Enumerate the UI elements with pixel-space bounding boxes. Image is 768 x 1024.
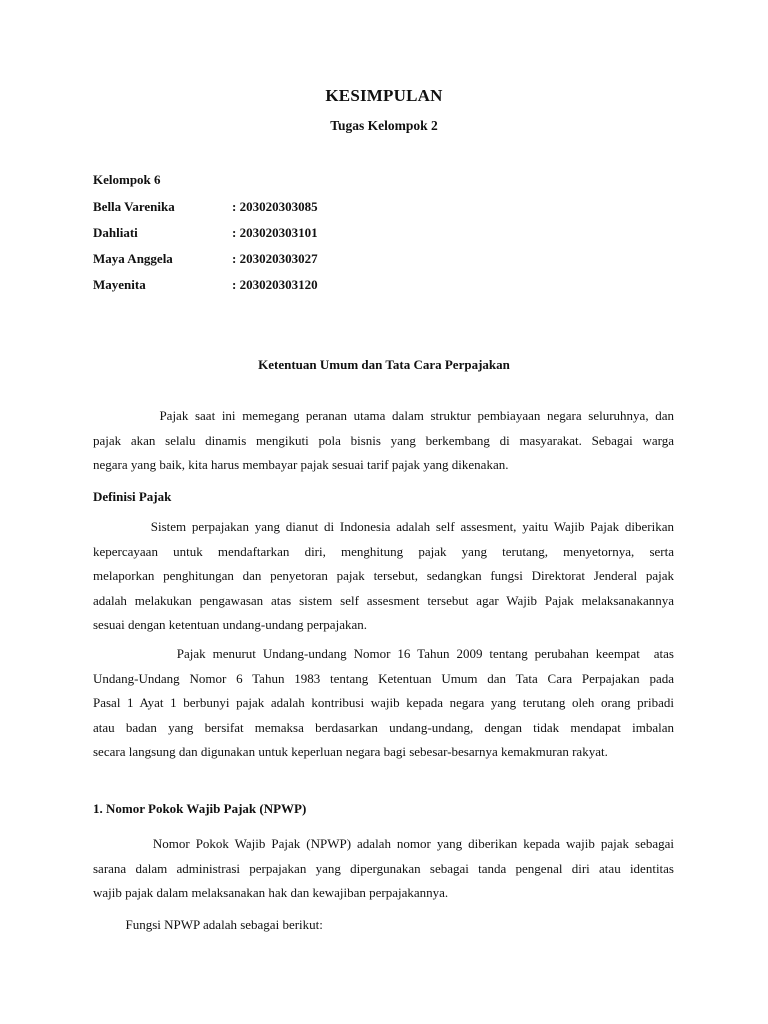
- section-heading: Ketentuan Umum dan Tata Cara Perpajakan: [258, 357, 510, 372]
- npwp-paragraph-1: [93, 832, 674, 906]
- member-name: Mayenita: [93, 277, 146, 292]
- paragraph-line: secara langsung dan digunakan untuk keperluan negara bagi sebesar-besarnya kemakmuran rakyat.: [93, 744, 608, 759]
- member-name: Dahliati: [93, 225, 138, 240]
- paragraph-line: Pajak menurut Undang-undang Nomor 16 Tahun 2009 tentang perubahan keempat atas: [93, 646, 674, 661]
- member-row: [93, 225, 493, 243]
- definisi-heading: Definisi Pajak: [93, 489, 172, 504]
- paragraph-line: kepercayaan untuk mendaftarkan diri, menghitung pajak yang terutang, menyetornya, serta: [93, 543, 674, 559]
- npwp-heading: 1. Nomor Pokok Wajib Pajak (NPWP): [93, 801, 307, 816]
- member-id: : 203020303085: [232, 199, 318, 214]
- member-name: Bella Varenika: [93, 199, 175, 214]
- paragraph-line: Pajak saat ini memegang peranan utama dalam struktur pembiayaan negara seluruhnya, dan: [93, 408, 674, 423]
- paragraph-line: sarana dalam administrasi perpajakan yang dipergunakan sebagai tanda pengenal diri atau identitas: [93, 860, 674, 876]
- member-id: : 203020303101: [232, 225, 318, 240]
- definisi-paragraph-2: [93, 642, 674, 765]
- paragraph-line: Undang-Undang Nomor 6 Tahun 1983 tentang Ketentuan Umum dan Tata Cara Perpajakan pada: [93, 670, 674, 686]
- paragraph-line: pajak akan selalu dinamis mengikuti pola bisnis yang berkembang di masyarakat. Sebagai warga: [93, 432, 674, 448]
- member-row: [93, 199, 493, 217]
- paragraph-line: Nomor Pokok Wajib Pajak (NPWP) adalah nomor yang diberikan kepada wajib pajak sebagai: [93, 836, 674, 851]
- member-id: : 203020303027: [232, 251, 318, 266]
- member-id: : 203020303120: [232, 277, 318, 292]
- paragraph-line: adalah melakukan pengawasan atas sistem self assesment tersebut agar Wajib Pajak melaksanakannya: [93, 592, 674, 608]
- paragraph-line: negara yang baik, kita harus membayar pajak sesuai tarif pajak yang dikenakan.: [93, 457, 509, 472]
- paragraph-line: sesuai dengan ketentuan undang-undang perpajakan.: [93, 617, 367, 632]
- paragraph-line: atau badan yang bersifat memaksa berdasarkan undang-undang, dengan tidak mendapat imbalan: [93, 719, 674, 735]
- paragraph-line: Pasal 1 Ayat 1 berbunyi pajak adalah kontribusi wajib kepada negara yang terutang oleh orang pribadi: [93, 695, 674, 710]
- member-name: Maya Anggela: [93, 251, 173, 266]
- paragraph-line: Fungsi NPWP adalah sebagai berikut:: [93, 917, 323, 932]
- paragraph-line: wajib pajak dalam melaksanakan hak dan kewajiban perpajakannya.: [93, 885, 449, 900]
- definisi-paragraph-1: [93, 515, 674, 638]
- intro-paragraph: [93, 404, 674, 478]
- member-row: [93, 277, 493, 295]
- document-title: KESIMPULAN: [325, 86, 443, 105]
- npwp-paragraph-2: [93, 913, 674, 938]
- paragraph-line: Sistem perpajakan yang dianut di Indonesia adalah self assesment, yaitu Wajib Pajak diberikan: [93, 519, 674, 534]
- paragraph-line: melaporkan penghitungan dan penyetoran pajak tersebut, sedangkan fungsi Direktorat Jenderal pajak: [93, 568, 674, 583]
- document-subtitle: Tugas Kelompok 2: [330, 118, 438, 133]
- member-row: [93, 251, 493, 269]
- group-label: Kelompok 6: [93, 172, 161, 187]
